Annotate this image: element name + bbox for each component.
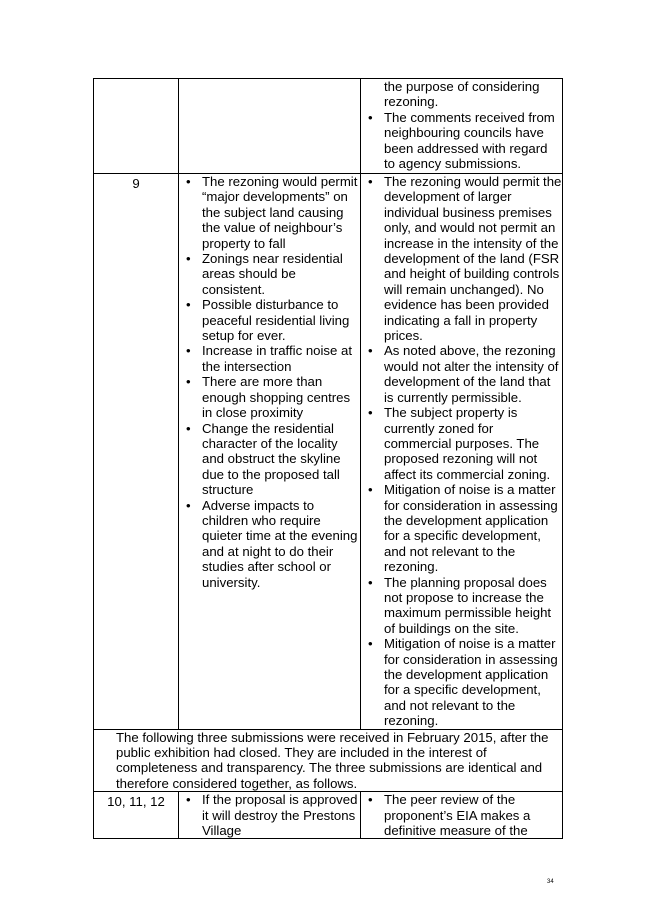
table-row [94, 79, 563, 174]
number-cell [94, 792, 179, 839]
table-row [94, 729, 563, 792]
list-item: • As noted above, the rezoning would not alter the intensity of development of the land that is currently permissible. [361, 343, 562, 405]
list-item: • Change the residential character of the locality and obstruct the skyline due to the proposed tall structure [179, 421, 360, 498]
submissions-table [93, 78, 563, 839]
list-item: • Possible disturbance to peaceful residential living setup for ever. [179, 297, 360, 343]
list-item: • Zonings near residential areas should be consistent. [179, 251, 360, 297]
note-text: The following three submissions were received in February 2015, after the public exhibition had closed. They are included in the interest of completeness and transparency. The three submissions are identical and therefore considered together, as follows. [116, 729, 549, 791]
issues-cell [179, 792, 361, 839]
table-row [94, 792, 563, 839]
number-cell [94, 79, 179, 174]
list-item: • If the proposal is approved it will destroy the Prestons Village [179, 792, 360, 838]
page-number: 34 [547, 879, 554, 885]
list-item: • There are more than enough shopping centres in close proximity [179, 374, 360, 420]
list-item: • Increase in traffic noise at the intersection [179, 343, 360, 374]
response-continuation: the purpose of considering rezoning. [384, 79, 540, 110]
list-item: • The comments received from neighbouring councils have been addressed with regard to agency submissions. [361, 110, 562, 172]
number-cell [94, 174, 179, 730]
submission-number: 10, 11, 12 [107, 794, 165, 810]
list-item: • The peer review of the proponent’s EIA makes a definitive measure of the [361, 792, 562, 838]
list-item: • Mitigation of noise is a matter for consideration in assessing the development application for a specific development, and not relevant to the rezoning. [361, 636, 562, 728]
list-item: • The subject property is currently zoned for commercial purposes. The proposed rezoning will not affect its commercial zoning. [361, 405, 562, 482]
list-item: • The rezoning would permit the development of larger individual business premises only, and would not permit an increase in the intensity of the development of the land (FSR and height of building controls will remain unchanged). No evidence has been provided indicating a fall in property prices. [361, 174, 562, 343]
list-item: • Mitigation of noise is a matter for consideration in assessing the development application for a specific development, and not relevant to the rezoning. [361, 482, 562, 574]
list-item: • The planning proposal does not propose to increase the maximum permissible height of buildings on the site. [361, 575, 562, 637]
response-cell [361, 79, 563, 174]
table-row [94, 174, 563, 730]
response-cell [361, 174, 563, 730]
list-item: • The rezoning would permit “major developments” on the subject land causing the value of neighbour’s property to fall [179, 174, 360, 251]
issues-cell [179, 79, 361, 174]
issues-cell [179, 174, 361, 730]
list-item: • Adverse impacts to children who require quieter time at the evening and at night to do their studies after school or university. [179, 498, 360, 590]
note-cell [94, 729, 563, 792]
response-cell [361, 792, 563, 839]
submission-number: 9 [132, 176, 140, 191]
